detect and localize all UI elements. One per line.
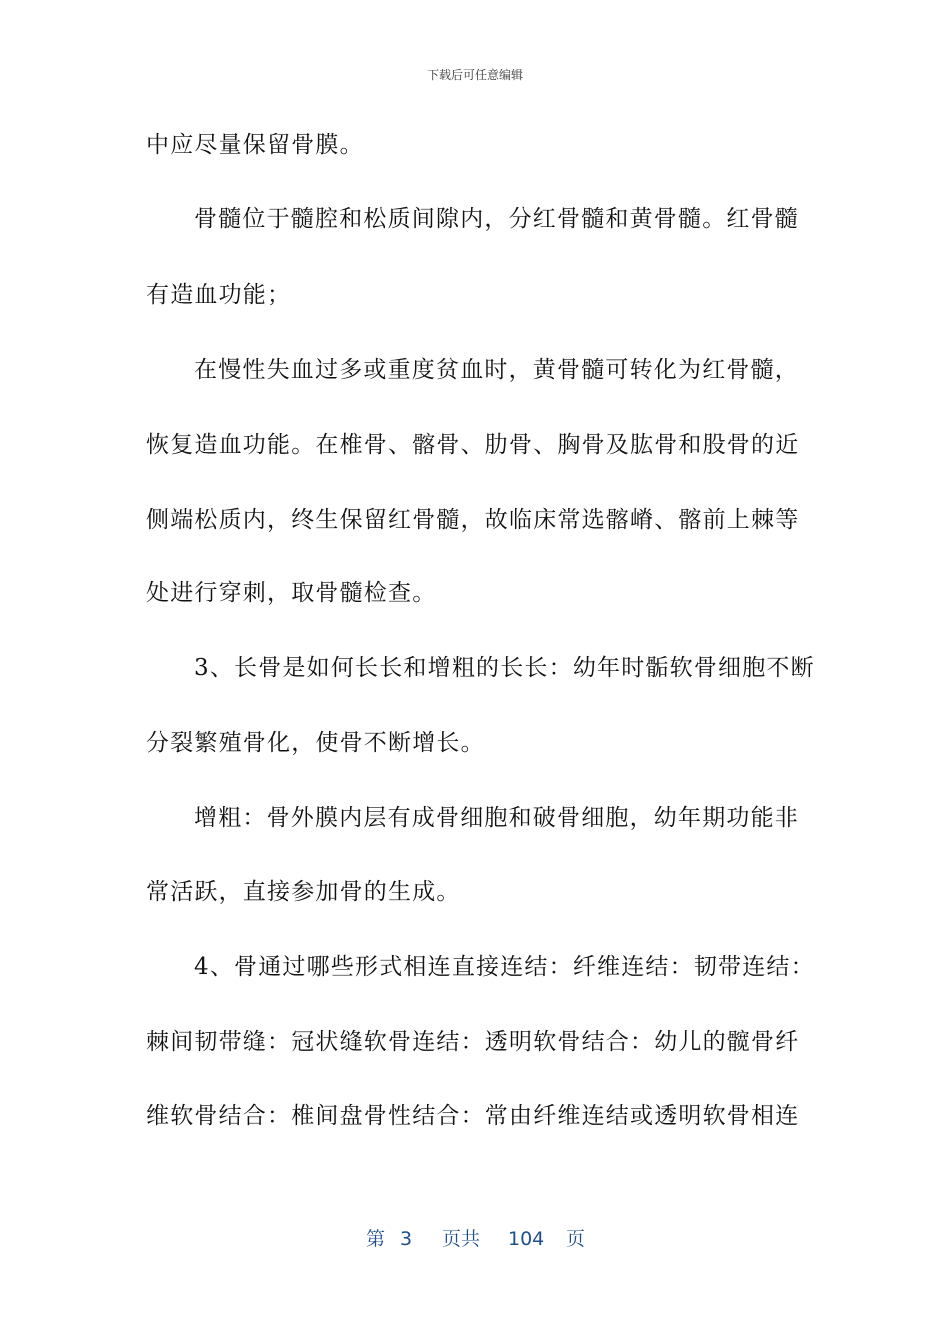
footer-current-page: 3	[400, 1228, 413, 1250]
footer-suffix: 页	[566, 1228, 586, 1250]
text-line-9: 分裂繁殖骨化，使骨不断增长。	[146, 730, 485, 756]
text-line-1: 中应尽量保留骨膜。	[146, 132, 364, 158]
text-line-7: 处进行穿刺，取骨髓检查。	[146, 580, 437, 606]
page-header: 下载后可任意编辑	[426, 68, 523, 82]
footer-prefix: 第	[366, 1228, 386, 1250]
text-line-14: 维软骨结合：椎间盘骨性结合：常由纤维连结或透明软骨相连	[146, 1103, 800, 1129]
text-line-11: 常活跃，直接参加骨的生成。	[146, 879, 461, 905]
footer-middle: 页共	[442, 1228, 481, 1250]
text-line-4: 在慢性失血过多或重度贫血时，黄骨髓可转化为红骨髓，	[194, 357, 799, 383]
text-line-8: 3、长骨是如何长长和增粗的长长：幼年时骺软骨细胞不断	[194, 655, 815, 681]
text-line-12: 4、骨通过哪些形式相连直接连结：纤维连结：韧带连结：	[194, 954, 815, 980]
text-line-10: 增粗：骨外膜内层有成骨细胞和破骨细胞，幼年期功能非	[194, 805, 799, 831]
text-line-3: 有造血功能；	[146, 282, 292, 308]
text-line-13: 棘间韧带缝：冠状缝软骨连结：透明软骨结合：幼儿的髋骨纤	[146, 1029, 800, 1055]
text-line-6: 侧端松质内，终生保留红骨髓，故临床常选髂嵴、髂前上棘等	[146, 507, 800, 533]
footer-total-pages: 104	[508, 1228, 545, 1250]
text-line-5: 恢复造血功能。在椎骨、髂骨、肋骨、胸骨及肱骨和股骨的近	[146, 432, 800, 458]
text-line-2: 骨髓位于髓腔和松质间隙内，分红骨髓和黄骨髓。红骨髓	[194, 206, 799, 232]
